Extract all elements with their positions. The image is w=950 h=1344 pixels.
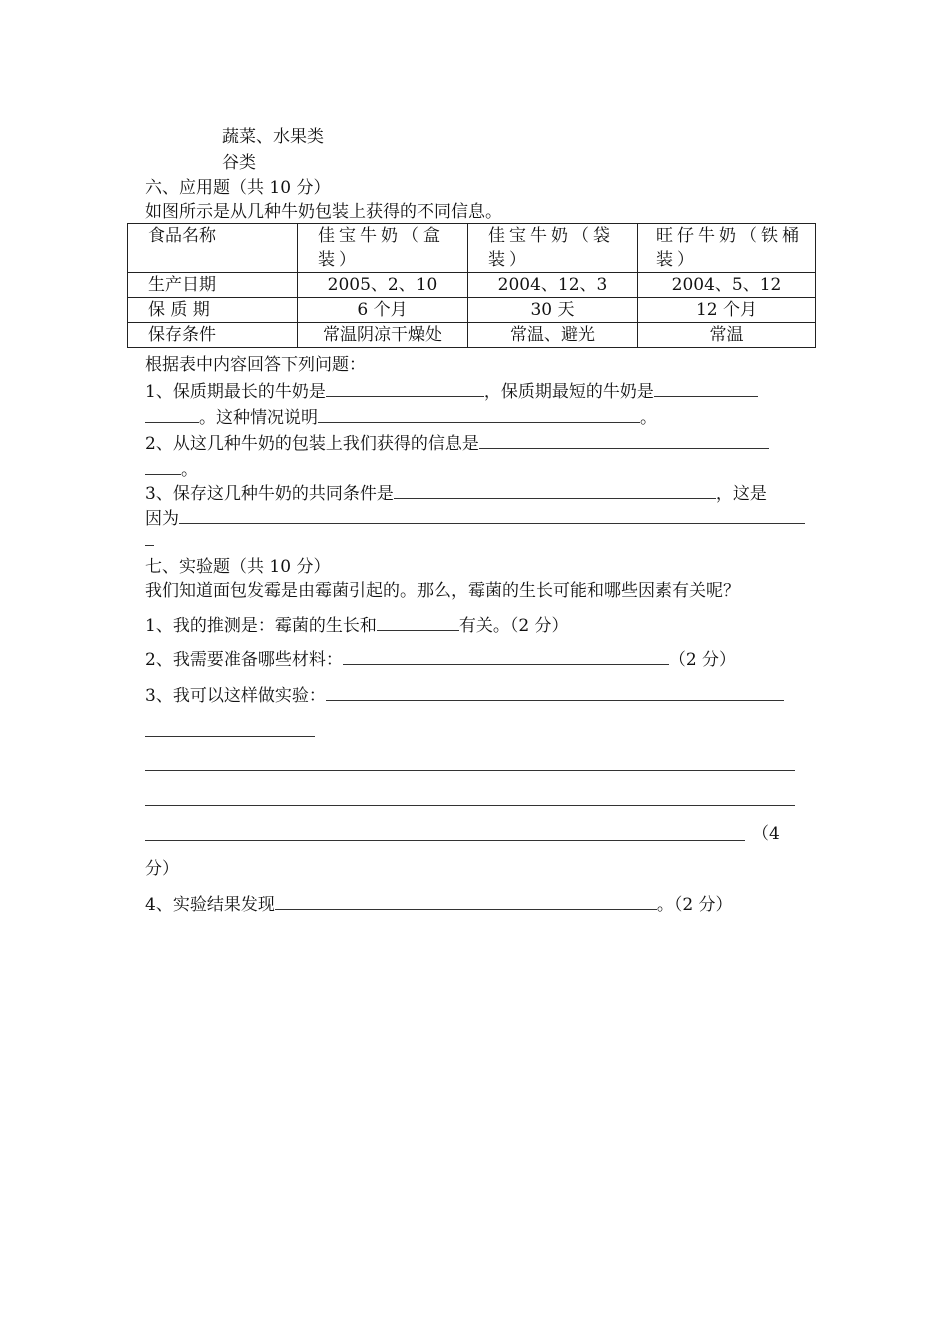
question-text: 2、从这几种牛奶的包装上我们获得的信息是 xyxy=(145,434,479,454)
answer-blank[interactable] xyxy=(326,684,784,701)
table-cell: 12 个月 xyxy=(638,298,816,323)
table-cell: 6 个月 xyxy=(298,298,468,323)
answer-blank[interactable] xyxy=(145,458,181,475)
question-6-3-line-2 xyxy=(145,507,805,530)
answer-blank[interactable] xyxy=(145,840,745,841)
answer-blank[interactable] xyxy=(275,893,657,910)
question-text: 1、保质期最长的牛奶是 xyxy=(145,382,326,402)
question-7-1 xyxy=(145,614,569,637)
table-cell: 2005、2、10 xyxy=(298,273,468,298)
table-cell: 常温阴凉干燥处 xyxy=(298,323,468,348)
table-cell: 保存条件 xyxy=(128,323,298,348)
question-text: ，保质期最短的牛奶是 xyxy=(483,382,654,402)
question-text: 。（2 分） xyxy=(656,895,733,915)
question-7-3-score: （4 xyxy=(752,824,780,844)
table-header-cell: 佳宝牛奶（袋装） xyxy=(468,224,638,273)
table-row xyxy=(128,298,816,323)
question-6-2-line-2 xyxy=(145,458,198,481)
question-7-3 xyxy=(145,684,784,707)
answer-blank[interactable] xyxy=(394,482,716,499)
question-text: 3、我可以这样做实验： xyxy=(145,686,326,706)
answer-blank[interactable] xyxy=(318,406,640,423)
question-text: 因为 xyxy=(145,509,179,529)
section-6-prompt: 根据表中内容回答下列问题： xyxy=(145,355,366,375)
answer-blank[interactable] xyxy=(326,380,484,397)
table-cell: 2004、12、3 xyxy=(468,273,638,298)
table-cell: 生产日期 xyxy=(128,273,298,298)
table-header-row xyxy=(128,224,816,273)
question-7-4 xyxy=(145,893,733,916)
answer-blank[interactable] xyxy=(145,406,199,423)
table-row xyxy=(128,323,816,348)
milk-info-table xyxy=(127,223,816,348)
section-6-title: 六、应用题（共 10 分） xyxy=(145,178,331,198)
answer-blank[interactable] xyxy=(145,805,795,806)
table-cell: 2004、5、12 xyxy=(638,273,816,298)
section-6-intro: 如图所示是从几种牛奶包装上获得的不同信息。 xyxy=(145,202,502,222)
question-text: 。 xyxy=(181,460,198,480)
question-text: （2 分） xyxy=(668,650,737,670)
answer-blank[interactable] xyxy=(145,770,795,771)
table-header-cell: 旺仔牛奶（铁桶装） xyxy=(638,224,816,273)
question-text: 2、我需要准备哪些材料： xyxy=(145,650,343,670)
section-7-intro: 我们知道面包发霉是由霉菌引起的。那么，霉菌的生长可能和哪些因素有关呢？ xyxy=(145,581,740,601)
carry-over-line-1: 蔬菜、水果类 xyxy=(222,127,324,147)
table-cell: 常温、避光 xyxy=(468,323,638,348)
question-text: ，这是 xyxy=(715,484,767,504)
answer-blank[interactable] xyxy=(145,736,315,737)
carry-over-line-2: 谷类 xyxy=(222,153,256,173)
answer-blank-overflow[interactable] xyxy=(145,545,154,546)
question-7-3-score-cont: 分） xyxy=(145,859,179,879)
question-text: 4、实验结果发现 xyxy=(145,895,275,915)
table-cell: 保 质 期 xyxy=(128,298,298,323)
question-6-2-line-1 xyxy=(145,432,769,455)
section-7-title: 七、实验题（共 10 分） xyxy=(145,557,331,577)
question-7-2 xyxy=(145,648,736,671)
question-text: 有关。（2 分） xyxy=(458,616,569,636)
answer-blank[interactable] xyxy=(479,432,769,449)
table-cell: 30 天 xyxy=(468,298,638,323)
table-header-cell: 佳宝牛奶（盒装） xyxy=(298,224,468,273)
answer-blank[interactable] xyxy=(179,507,805,524)
table-header-cell: 食品名称 xyxy=(128,224,298,273)
question-6-3-line-1 xyxy=(145,482,767,505)
question-text: 。这种情况说明 xyxy=(199,408,318,428)
table-row xyxy=(128,273,816,298)
question-text: 。 xyxy=(640,408,657,428)
table-cell: 常温 xyxy=(638,323,816,348)
question-6-1-line-1 xyxy=(145,380,758,403)
answer-blank[interactable] xyxy=(343,648,669,665)
question-6-1-line-2 xyxy=(145,406,657,429)
question-text: 1、我的推测是：霉菌的生长和 xyxy=(145,616,377,636)
question-text: 3、保存这几种牛奶的共同条件是 xyxy=(145,484,394,504)
answer-blank[interactable] xyxy=(654,380,758,397)
answer-blank[interactable] xyxy=(377,614,459,631)
